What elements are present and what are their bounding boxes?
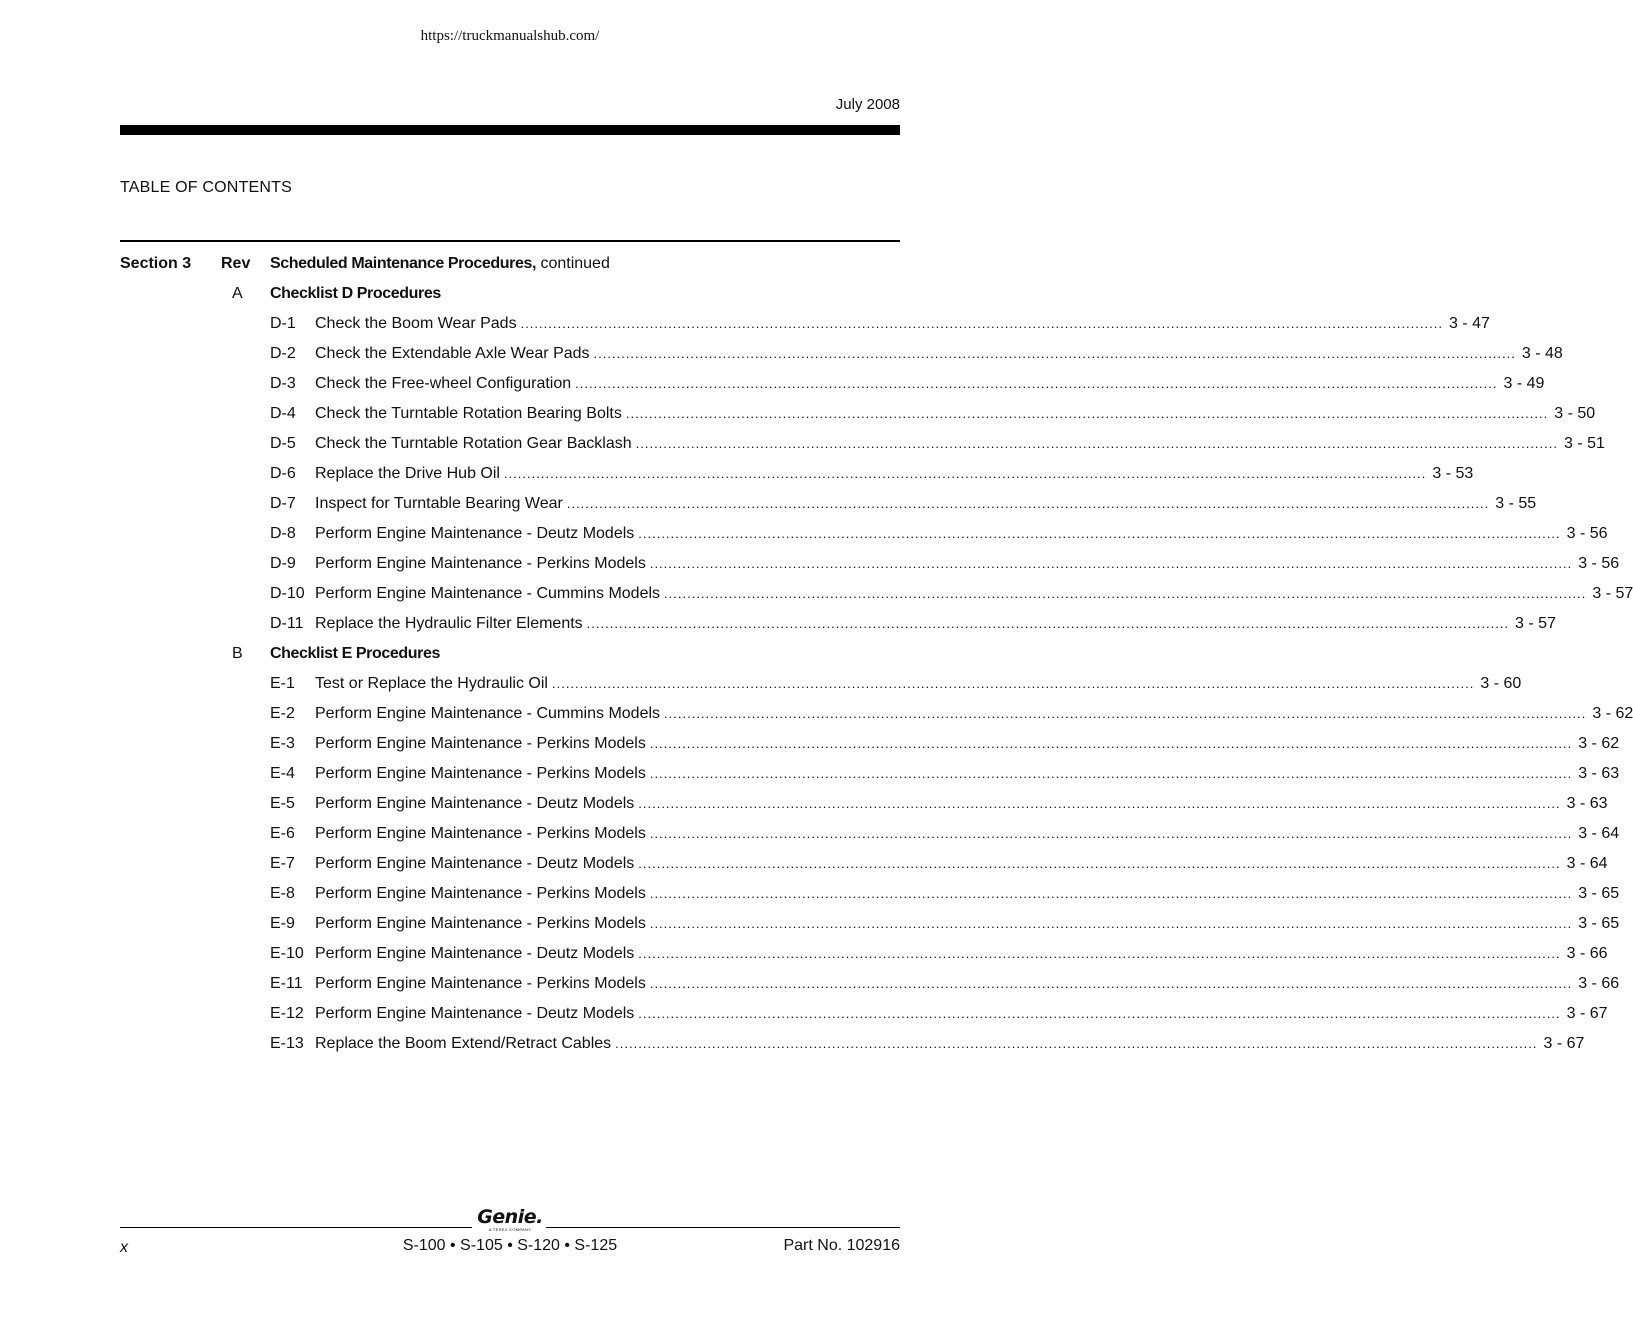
page-reference: 3 - 62 xyxy=(1592,705,1633,722)
checklist-title-text: Checklist E Procedures xyxy=(270,645,440,662)
toc-entry[interactable] xyxy=(120,432,1605,462)
toc-entry[interactable] xyxy=(120,702,1633,732)
procedure-code: D-3 xyxy=(270,375,296,392)
procedure-code: D-1 xyxy=(270,315,296,332)
section-label: Section 3 xyxy=(120,255,192,272)
dot-leader: ........................................................................................................................................................................................................ xyxy=(638,946,1561,961)
procedure-code: E-12 xyxy=(270,1005,304,1022)
procedure-title: Check the Free-wheel Configuration xyxy=(315,375,572,392)
procedure-title: Perform Engine Maintenance - Deutz Models xyxy=(315,855,635,872)
procedure-code: D-5 xyxy=(270,435,296,452)
page-reference: 3 - 62 xyxy=(1578,735,1620,752)
toc-entry[interactable] xyxy=(120,912,1620,942)
toc-entry[interactable] xyxy=(120,822,1620,852)
page-reference: 3 - 53 xyxy=(1432,465,1474,482)
dot-leader: ........................................................................................................................................................................................................ xyxy=(649,556,1573,571)
page-reference: 3 - 65 xyxy=(1578,915,1620,932)
genie-logo-tagline: A TEREX COMPANY xyxy=(488,1227,532,1232)
page-reference: 3 - 65 xyxy=(1578,885,1620,902)
toc-entry[interactable] xyxy=(120,552,1620,582)
entry-leader xyxy=(315,732,1620,756)
dot-leader: ........................................................................................................................................................................................................ xyxy=(664,706,1587,721)
page-reference: 3 - 63 xyxy=(1566,795,1608,812)
dot-leader: ........................................................................................................................................................................................................ xyxy=(649,736,1573,751)
procedure-title: Perform Engine Maintenance - Deutz Models xyxy=(315,945,635,962)
section-title xyxy=(270,252,610,276)
procedure-title: Perform Engine Maintenance - Deutz Models xyxy=(315,795,635,812)
entry-leader xyxy=(315,972,1620,996)
entry-leader xyxy=(315,852,1608,876)
page-reference: 3 - 67 xyxy=(1543,1035,1585,1052)
entry-leader xyxy=(315,1032,1585,1056)
header-rule xyxy=(120,125,900,135)
toc-entry[interactable] xyxy=(120,612,1556,642)
toc-entry[interactable] xyxy=(120,402,1596,432)
entry-leader xyxy=(315,552,1620,576)
toc-entry[interactable] xyxy=(120,492,1537,522)
entry-leader xyxy=(315,612,1556,636)
procedure-title: Test or Replace the Hydraulic Oil xyxy=(315,675,548,692)
procedure-code: D-9 xyxy=(270,555,296,572)
dot-leader: ........................................................................................................................................................................................................ xyxy=(566,496,1490,511)
procedure-title: Check the Boom Wear Pads xyxy=(315,315,517,332)
toc-entry[interactable] xyxy=(120,1032,1585,1062)
checklist-title xyxy=(270,282,441,306)
entry-leader xyxy=(315,912,1620,936)
entry-leader xyxy=(315,342,1563,366)
checklist-title-text: Checklist D Procedures xyxy=(270,285,441,302)
procedure-code: E-3 xyxy=(270,735,295,752)
dot-leader: ........................................................................................................................................................................................................ xyxy=(615,1036,1538,1051)
page-reference: 3 - 56 xyxy=(1566,525,1608,542)
procedure-code: E-9 xyxy=(270,915,295,932)
procedure-title: Perform Engine Maintenance - Perkins Models xyxy=(315,885,646,902)
entry-leader xyxy=(315,312,1490,336)
procedure-code: D-7 xyxy=(270,495,296,512)
dot-leader: ........................................................................................................................................................................................................ xyxy=(520,316,1443,331)
footer-rule-right xyxy=(546,1227,900,1228)
procedure-code: D-2 xyxy=(270,345,296,362)
page-reference: 3 - 60 xyxy=(1480,675,1522,692)
page-reference: 3 - 56 xyxy=(1578,555,1620,572)
toc-entry[interactable] xyxy=(120,672,1522,702)
procedure-code: E-7 xyxy=(270,855,295,872)
toc-entry[interactable] xyxy=(120,342,1563,372)
procedure-title: Replace the Boom Extend/Retract Cables xyxy=(315,1035,612,1052)
procedure-title: Replace the Drive Hub Oil xyxy=(315,465,500,482)
page-reference: 3 - 50 xyxy=(1554,405,1596,422)
rev-column-label: Rev xyxy=(221,255,251,272)
procedure-title: Perform Engine Maintenance - Perkins Models xyxy=(315,555,646,572)
toc-entry[interactable] xyxy=(120,762,1620,792)
entry-leader xyxy=(315,402,1596,426)
dot-leader: ........................................................................................................................................................................................................ xyxy=(503,466,1427,481)
entry-leader xyxy=(315,672,1522,696)
procedure-title: Inspect for Turntable Bearing Wear xyxy=(315,495,563,512)
toc-list xyxy=(120,252,1633,1062)
procedure-code: E-10 xyxy=(270,945,304,962)
procedure-title: Check the Turntable Rotation Gear Backlash xyxy=(315,435,632,452)
procedure-title: Perform Engine Maintenance - Perkins Models xyxy=(315,735,646,752)
procedure-code: D-8 xyxy=(270,525,296,542)
procedure-code: E-5 xyxy=(270,795,295,812)
procedure-code: E-6 xyxy=(270,825,295,842)
entry-leader xyxy=(315,522,1608,546)
procedure-code: D-6 xyxy=(270,465,296,482)
entry-leader xyxy=(315,372,1545,396)
entry-leader xyxy=(315,432,1605,456)
section-header-row xyxy=(120,252,900,282)
toc-entry[interactable] xyxy=(120,942,1608,972)
dot-leader: ........................................................................................................................................................................................................ xyxy=(586,616,1510,631)
page-reference: 3 - 64 xyxy=(1566,855,1608,872)
dot-leader: ........................................................................................................................................................................................................ xyxy=(649,916,1573,931)
entry-leader xyxy=(315,822,1620,846)
toc-entry[interactable] xyxy=(120,312,1490,342)
procedure-title: Perform Engine Maintenance - Perkins Models xyxy=(315,765,646,782)
page-reference: 3 - 49 xyxy=(1503,375,1545,392)
toc-entry[interactable] xyxy=(120,372,1545,402)
toc-entry[interactable] xyxy=(120,582,1633,612)
procedure-code: E-4 xyxy=(270,765,295,782)
rev-letter: B xyxy=(232,645,243,662)
entry-leader xyxy=(315,492,1537,516)
procedure-code: E-8 xyxy=(270,885,295,902)
procedure-code: E-11 xyxy=(270,975,303,992)
dot-leader: ........................................................................................................................................................................................................ xyxy=(649,976,1573,991)
dot-leader: ........................................................................................................................................................................................................ xyxy=(649,886,1573,901)
checklist-group-row xyxy=(120,282,900,312)
toc-entry[interactable] xyxy=(120,792,1608,822)
page-reference: 3 - 64 xyxy=(1578,825,1620,842)
procedure-title: Perform Engine Maintenance - Perkins Models xyxy=(315,915,646,932)
checklist-title xyxy=(270,642,440,666)
toc-rule xyxy=(120,240,900,242)
section-title-bold: Scheduled Maintenance Procedures, xyxy=(270,255,536,272)
dot-leader: ........................................................................................................................................................................................................ xyxy=(635,436,1558,451)
procedure-code: D-11 xyxy=(270,615,304,632)
toc-entry[interactable] xyxy=(120,522,1608,552)
page-reference: 3 - 66 xyxy=(1578,975,1620,992)
page-reference: 3 - 57 xyxy=(1515,615,1556,632)
toc-entry[interactable] xyxy=(120,972,1620,1002)
procedure-title: Replace the Hydraulic Filter Elements xyxy=(315,615,583,632)
dot-leader: ........................................................................................................................................................................................................ xyxy=(649,826,1573,841)
entry-leader xyxy=(315,762,1620,786)
page-reference: 3 - 47 xyxy=(1448,315,1490,332)
page-reference: 3 - 51 xyxy=(1564,435,1605,452)
revision-date: July 2008 xyxy=(835,96,900,113)
page-reference: 3 - 67 xyxy=(1566,1005,1608,1022)
dot-leader: ........................................................................................................................................................................................................ xyxy=(638,856,1561,871)
page-number: x xyxy=(120,1239,128,1256)
procedure-title: Perform Engine Maintenance - Deutz Models xyxy=(315,525,635,542)
toc-entry[interactable] xyxy=(120,1002,1608,1032)
toc-entry[interactable] xyxy=(120,852,1608,882)
procedure-code: E-1 xyxy=(270,675,295,692)
procedure-title: Perform Engine Maintenance - Cummins Models xyxy=(315,585,661,602)
dot-leader: ........................................................................................................................................................................................................ xyxy=(593,346,1516,361)
genie-logo-text: Genie. xyxy=(477,1206,543,1228)
procedure-title: Perform Engine Maintenance - Perkins Models xyxy=(315,975,646,992)
toc-entry[interactable] xyxy=(120,882,1620,912)
procedure-title: Perform Engine Maintenance - Deutz Models xyxy=(315,1005,635,1022)
entry-leader xyxy=(315,792,1608,816)
part-number: Part No. 102916 xyxy=(783,1237,900,1254)
rev-letter: A xyxy=(232,285,243,302)
procedure-code: D-4 xyxy=(270,405,296,422)
entry-leader xyxy=(315,462,1474,486)
dot-leader: ........................................................................................................................................................................................................ xyxy=(638,526,1561,541)
dot-leader: ........................................................................................................................................................................................................ xyxy=(625,406,1549,421)
procedure-code: E-2 xyxy=(270,705,295,722)
dot-leader: ........................................................................................................................................................................................................ xyxy=(638,796,1561,811)
procedure-code: D-10 xyxy=(270,585,305,602)
dot-leader: ........................................................................................................................................................................................................ xyxy=(638,1006,1561,1021)
entry-leader xyxy=(315,702,1633,726)
procedure-title: Check the Turntable Rotation Bearing Bolts xyxy=(315,405,622,422)
toc-entry[interactable] xyxy=(120,732,1620,762)
page-reference: 3 - 57 xyxy=(1592,585,1633,602)
page-reference: 3 - 66 xyxy=(1566,945,1608,962)
entry-leader xyxy=(315,942,1608,966)
entry-leader xyxy=(315,582,1633,606)
page-reference: 3 - 63 xyxy=(1578,765,1620,782)
checklist-group-row xyxy=(120,642,900,672)
section-title-suffix: continued xyxy=(536,255,610,272)
toc-entry[interactable] xyxy=(120,462,1474,492)
dot-leader: ........................................................................................................................................................................................................ xyxy=(649,766,1573,781)
procedure-code: E-13 xyxy=(270,1035,304,1052)
dot-leader: ........................................................................................................................................................................................................ xyxy=(575,376,1498,391)
page-reference: 3 - 55 xyxy=(1495,495,1537,512)
dot-leader: ........................................................................................................................................................................................................ xyxy=(551,676,1475,691)
entry-leader xyxy=(315,882,1620,906)
procedure-title: Perform Engine Maintenance - Cummins Models xyxy=(315,705,661,722)
page-title: TABLE OF CONTENTS xyxy=(120,179,293,196)
procedure-title: Check the Extendable Axle Wear Pads xyxy=(315,345,590,362)
source-url[interactable]: https://truckmanualshub.com/ xyxy=(420,28,600,44)
model-list: S-100 • S-105 • S-120 • S-125 xyxy=(402,1237,618,1254)
footer-rule-left xyxy=(120,1227,472,1228)
procedure-title: Perform Engine Maintenance - Perkins Models xyxy=(315,825,646,842)
entry-leader xyxy=(315,1002,1608,1026)
dot-leader: ........................................................................................................................................................................................................ xyxy=(664,586,1587,601)
page-reference: 3 - 48 xyxy=(1521,345,1563,362)
genie-logo xyxy=(474,1207,546,1235)
